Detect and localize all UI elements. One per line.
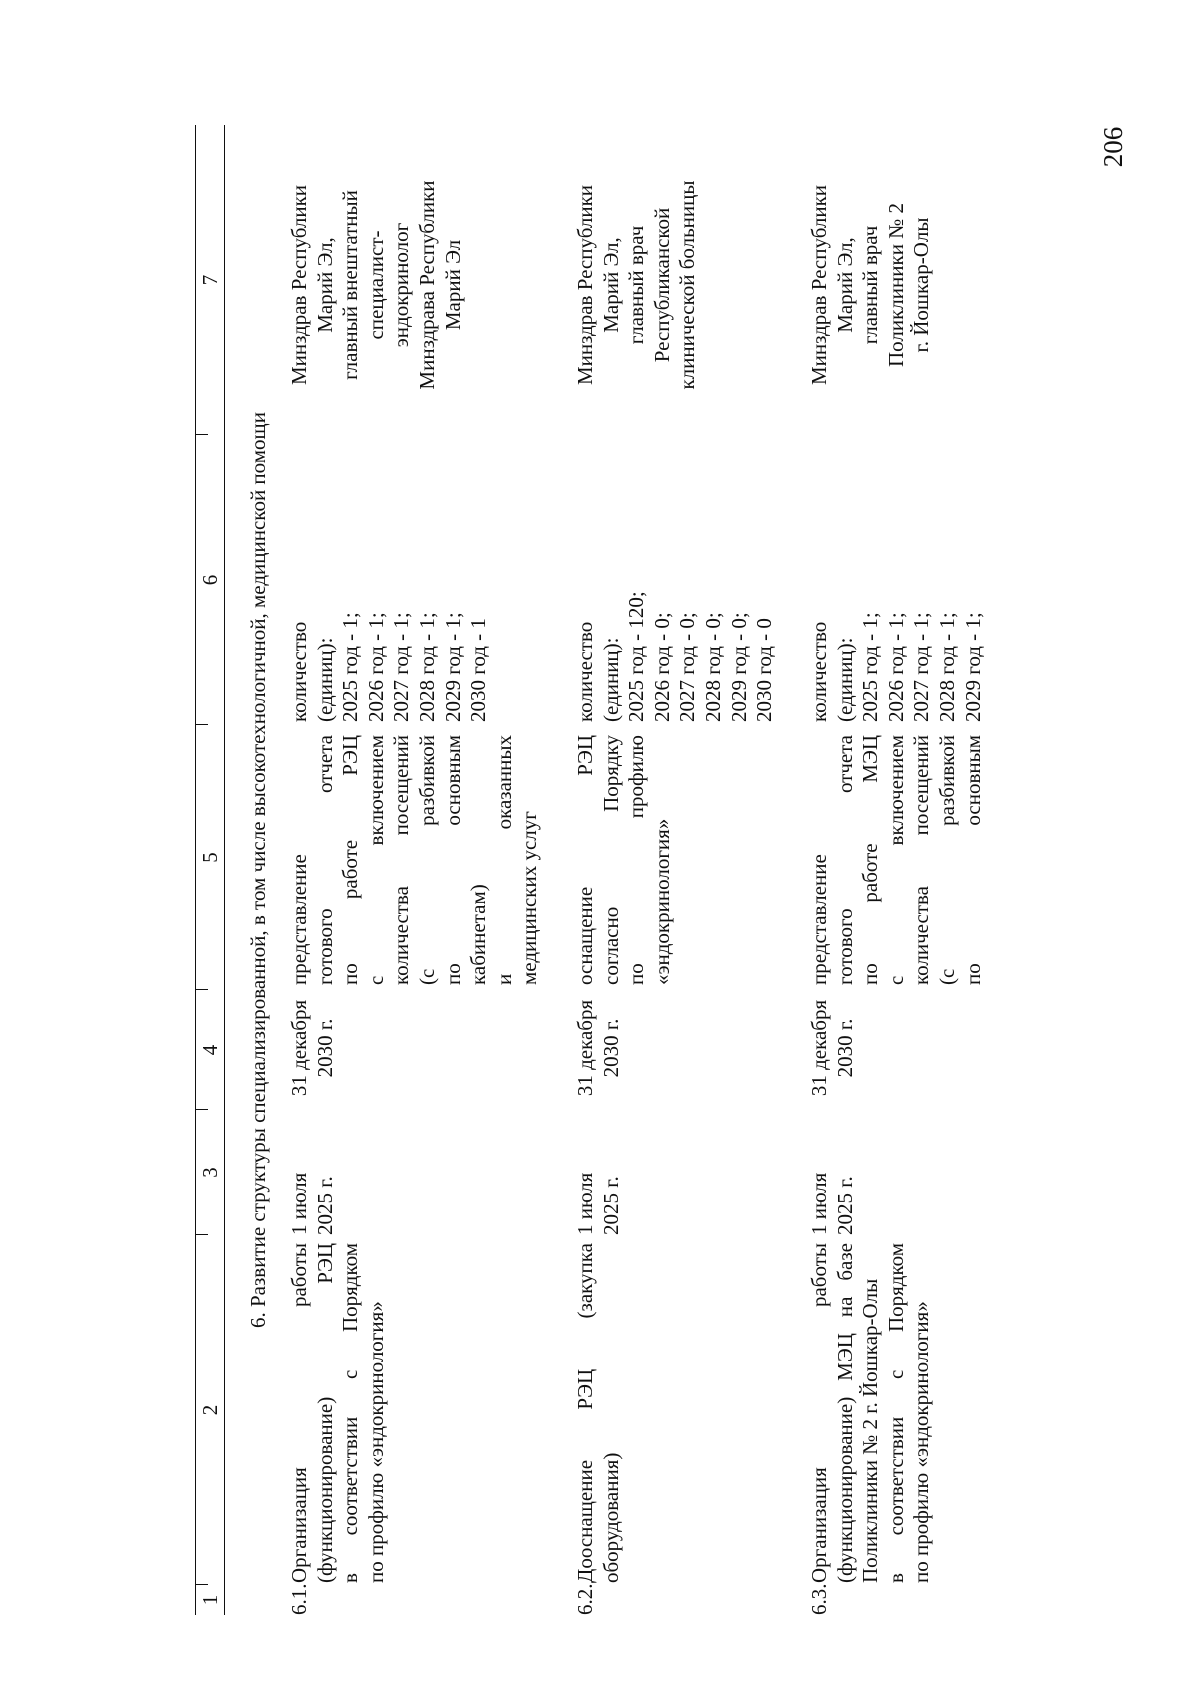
responsible	[287, 135, 466, 435]
task-line: (функционирование) МЭЦ на базе	[832, 1243, 857, 1583]
end-date-line: 2030 г.	[598, 1018, 623, 1078]
responsible-line: клинической больницы	[675, 180, 700, 390]
indicator-line: 2025 год - 1;	[858, 612, 883, 722]
indicator-line: 2028 год - 0;	[700, 612, 725, 722]
indicator-line: 2027 год - 0;	[675, 612, 700, 722]
result-line: оснащение РЭЦ	[573, 735, 597, 985]
responsible-line: главный врач	[624, 225, 649, 345]
task-description	[287, 1243, 389, 1583]
indicator-line: количество	[287, 621, 311, 722]
result-line: с включением	[883, 735, 908, 985]
end-date-line: 31 декабря	[287, 999, 311, 1097]
row-number: 6.3.	[807, 1583, 831, 1615]
start-date	[807, 1115, 858, 1235]
rotated-table-container	[195, 115, 1195, 1615]
end-date-line: 2030 г.	[832, 1018, 857, 1078]
indicator-line: 2027 год - 1;	[389, 612, 414, 722]
start-date-line: 1 июля	[573, 1172, 597, 1235]
end-date	[573, 989, 624, 1107]
indicator-line: 2026 год - 0;	[649, 612, 674, 722]
result-line: по профилю	[624, 735, 649, 985]
task-line: по профилю «эндокринология»	[909, 1301, 934, 1583]
responsible-line: г. Йошкар-Олы	[909, 217, 934, 353]
task-line: (функционирование) РЭЦ	[312, 1243, 337, 1583]
task-description	[573, 1243, 624, 1583]
indicator-line: 2026 год - 1;	[363, 612, 388, 722]
responsible-line: Минздрав Республики	[807, 184, 831, 386]
page-number: 206	[1098, 126, 1128, 168]
indicator-line: 2027 год - 1;	[909, 612, 934, 722]
start-date-line: 1 июля	[287, 1172, 311, 1235]
result-line: количества посещений	[909, 735, 934, 985]
result-line: готового отчета	[312, 735, 337, 985]
start-date-line: 1 июля	[807, 1172, 831, 1235]
indicator-line: 2028 год - 1;	[934, 612, 959, 722]
responsible-line: Марий Эл,	[598, 237, 623, 333]
indicator-line: 2029 год - 1;	[440, 612, 465, 722]
result-line: кабинетам)	[466, 884, 491, 985]
indicator-line: количество	[807, 621, 831, 722]
responsible-line: главный врач	[858, 225, 883, 345]
responsible-line: Марий Эл,	[312, 237, 337, 333]
start-date-line: 2025 г.	[832, 1176, 857, 1235]
result-line: «эндокринология»	[649, 818, 674, 985]
indicator-line: количество	[573, 621, 597, 722]
indicator-line: (единиц):	[312, 637, 337, 722]
result-line: представление	[287, 854, 311, 985]
end-date	[807, 989, 858, 1107]
result-line: представление	[807, 854, 831, 985]
task-line: Поликлиники № 2 г. Йошкар-Олы	[858, 1278, 883, 1583]
header-col-3: 3	[198, 1167, 222, 1178]
task-line: Организация работы	[287, 1243, 311, 1583]
task-line: Дооснащение РЭЦ (закупка	[573, 1243, 597, 1583]
expected-result	[287, 735, 543, 985]
header-col-4: 4	[198, 1044, 222, 1056]
section-title: 6. Развитие структуры специализированной, в том числе высокотехнологичной, медицинской помощи	[246, 412, 270, 1328]
indicator-line: 2025 год - 1;	[338, 612, 363, 722]
result-line: согласно Порядку	[598, 735, 623, 985]
responsible	[807, 135, 935, 435]
indicator-line: (единиц):	[832, 637, 857, 722]
start-date-line: 2025 г.	[598, 1176, 623, 1235]
task-description	[807, 1243, 935, 1583]
responsible-line: эндокринолог	[389, 222, 414, 348]
indicator-line: 2028 год - 1;	[414, 612, 439, 722]
expected-result	[573, 735, 675, 985]
responsible-line: Марий Эл,	[832, 237, 857, 333]
result-line: по основным	[440, 735, 465, 985]
task-line: оборудования)	[598, 1452, 623, 1583]
result-line: по основным	[960, 735, 985, 985]
start-date	[573, 1115, 624, 1235]
expected-result	[807, 735, 986, 985]
header-col-6: 6	[198, 574, 222, 586]
header-col-5: 5	[198, 852, 222, 863]
end-date-line: 31 декабря	[807, 999, 831, 1097]
indicator	[573, 512, 778, 722]
indicator-line: 2029 год - 1;	[960, 612, 985, 722]
indicator-line: 2030 год - 1	[466, 618, 491, 722]
indicator-line: 2025 год - 120;	[624, 591, 649, 722]
result-line: и оказанных	[491, 735, 516, 985]
task-line: в соответствии с Порядком	[883, 1243, 908, 1583]
indicator	[807, 512, 986, 722]
end-date-line: 31 декабря	[573, 999, 597, 1097]
start-date	[287, 1115, 338, 1235]
responsible-line: Минздрава Республики	[414, 180, 439, 390]
result-line: (с разбивкой	[934, 735, 959, 985]
responsible-line: Марий Эл	[440, 239, 465, 331]
indicator-line: 2029 год - 0;	[726, 612, 751, 722]
header-col-7: 7	[198, 274, 222, 286]
responsible-line: специалист-	[363, 230, 388, 340]
result-line: количества посещений	[389, 735, 414, 985]
row-number: 6.2.	[573, 1583, 597, 1615]
result-line: (с разбивкой	[414, 735, 439, 985]
indicator-line: (единиц):	[598, 637, 623, 722]
row-number: 6.1.	[287, 1583, 311, 1615]
indicator	[287, 512, 492, 722]
plan-table	[195, 125, 1185, 1615]
result-line: с включением	[363, 735, 388, 985]
result-line: медицинских услуг	[517, 811, 542, 985]
task-line: в соответствии с Порядком	[338, 1243, 363, 1583]
responsible-line: Республиканской	[649, 207, 674, 363]
indicator-line: 2030 год - 0	[752, 618, 777, 722]
result-line: по работе РЭЦ	[338, 735, 363, 985]
header-col-2: 2	[198, 1404, 222, 1416]
header-col-1: 1	[198, 1594, 222, 1606]
responsible-line: Минздрав Республики	[573, 184, 597, 386]
start-date-line: 2025 г.	[312, 1176, 337, 1235]
indicator-line: 2026 год - 1;	[883, 612, 908, 722]
task-line: Организация работы	[807, 1243, 831, 1583]
task-line: по профилю «эндокринология»	[363, 1301, 388, 1583]
result-line: по работе МЭЦ	[858, 735, 883, 985]
column-number-header	[195, 125, 225, 1615]
responsible-line: Минздрав Республики	[287, 184, 311, 386]
end-date-line: 2030 г.	[312, 1018, 337, 1078]
responsible-line: главный внештатный	[338, 190, 363, 380]
result-line: готового отчета	[832, 735, 857, 985]
responsible	[573, 135, 701, 435]
responsible-line: Поликлиники № 2	[883, 203, 908, 367]
end-date	[287, 989, 338, 1107]
